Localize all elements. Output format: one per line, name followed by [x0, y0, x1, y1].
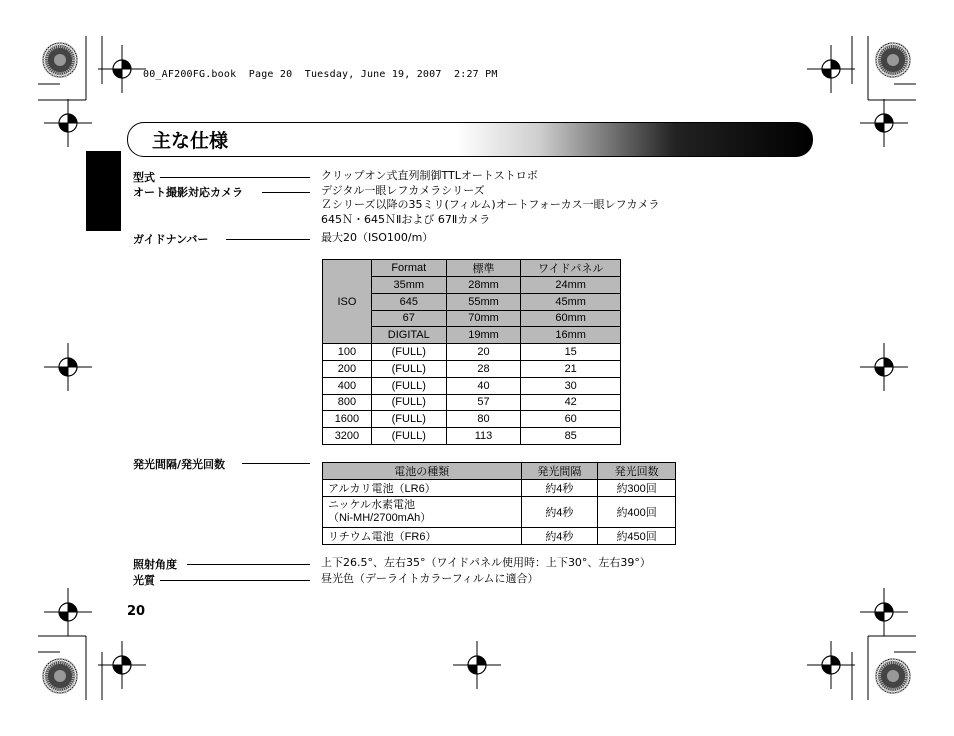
table-cell: 800 [323, 394, 372, 411]
table-cell [323, 497, 522, 528]
table-cell: アルカリ電池（LR6） [323, 480, 522, 497]
table-cell: 200 [323, 360, 372, 377]
spec-value-light: 昼光色（デーライトカラーフィルムに適合） [321, 572, 539, 585]
table-cell: DIGITAL [371, 327, 446, 344]
table-cell: 400 [323, 377, 372, 394]
spec-label-flash: 発光間隔/発光回数 [133, 458, 226, 471]
spec-label-guide: ガイドナンバー [133, 233, 209, 246]
spec-value-model: クリップオン式直列制御TTLオートストロボ [321, 169, 538, 182]
table-cell: 20 [446, 344, 521, 361]
spec-value-camera-3: 645Ｎ・645ＮⅡおよび 67Ⅱカメラ [321, 213, 491, 226]
table-row [323, 260, 621, 277]
table-header: ワイドパネル [521, 260, 621, 277]
table-row [323, 463, 676, 480]
guide-number-table [322, 259, 621, 445]
table-cell: 約400回 [598, 497, 676, 528]
table-cell: 57 [446, 394, 521, 411]
table-cell: 85 [521, 428, 621, 445]
table-header: 標準 [446, 260, 521, 277]
chapter-tab [86, 151, 121, 231]
table-cell: 約450回 [598, 528, 676, 545]
table-cell: (FULL) [371, 377, 446, 394]
table-cell: 35mm [371, 277, 446, 294]
table-cell: 113 [446, 428, 521, 445]
table-cell: 28 [446, 360, 521, 377]
table-cell: 40 [446, 377, 521, 394]
leader-line [160, 177, 310, 178]
table-cell: 60 [521, 411, 621, 428]
spec-label-angle: 照射角度 [133, 558, 177, 571]
spec-label-camera: オート撮影対応カメラ [133, 186, 243, 199]
page-number: 20 [127, 604, 146, 619]
table-header: 発光回数 [598, 463, 676, 480]
table-cell: 3200 [323, 428, 372, 445]
table-cell: 1600 [323, 411, 372, 428]
flash-count-table [322, 462, 676, 545]
table-cell: 15 [521, 344, 621, 361]
table-cell: (FULL) [371, 360, 446, 377]
table-cell: 24mm [521, 277, 621, 294]
table-row [323, 411, 621, 428]
iso-header: ISO [323, 260, 372, 344]
table-cell: リチウム電池（FR6） [323, 528, 522, 545]
table-cell: (FULL) [371, 411, 446, 428]
table-cell: 45mm [521, 293, 621, 310]
spec-value-camera-1: デジタル一眼レフカメラシリーズ [321, 184, 485, 197]
table-cell: 約300回 [598, 480, 676, 497]
table-cell: 約4秒 [521, 480, 598, 497]
spec-value-camera-2: Ｚシリーズ以降の35ミリ(フィルム)オートフォーカス一眼レフカメラ [321, 198, 660, 211]
table-cell: 60mm [521, 310, 621, 327]
table-row [323, 344, 621, 361]
table-cell: 19mm [446, 327, 521, 344]
table-row [323, 480, 676, 497]
leader-line [187, 564, 310, 565]
spec-value-angle: 上下26.5°、左右35°（ワイドパネル使用時：上下30°、左右39°） [321, 556, 651, 569]
table-row [323, 497, 676, 528]
table-row [323, 360, 621, 377]
table-header: Format [371, 260, 446, 277]
leader-line [226, 239, 310, 240]
table-cell: 55mm [446, 293, 521, 310]
table-cell: 16mm [521, 327, 621, 344]
table-header: 電池の種類 [323, 463, 522, 480]
table-cell: 80 [446, 411, 521, 428]
table-cell: 42 [521, 394, 621, 411]
spec-label-light: 光質 [133, 574, 155, 587]
leader-line [242, 463, 310, 464]
table-cell: (FULL) [371, 394, 446, 411]
section-title: 主な仕様 [152, 130, 229, 152]
table-cell: 約4秒 [521, 528, 598, 545]
table-header: 発光間隔 [521, 463, 598, 480]
table-cell: 28mm [446, 277, 521, 294]
table-cell: 645 [371, 293, 446, 310]
table-cell: 30 [521, 377, 621, 394]
spec-value-guide: 最大20（ISO100/m） [321, 231, 434, 244]
table-row [323, 528, 676, 545]
section-banner [127, 122, 813, 157]
spec-label-model: 型式 [133, 171, 155, 184]
leader-line [262, 192, 310, 193]
table-cell: (FULL) [371, 344, 446, 361]
table-row [323, 377, 621, 394]
table-cell: 約4秒 [521, 497, 598, 528]
table-cell: 100 [323, 344, 372, 361]
leader-line [160, 580, 310, 581]
table-cell: 70mm [446, 310, 521, 327]
cell-line: （Ni-MH/2700mAh） [328, 512, 432, 524]
table-row [323, 394, 621, 411]
table-row [323, 428, 621, 445]
table-cell: 21 [521, 360, 621, 377]
table-cell: 67 [371, 310, 446, 327]
table-cell: (FULL) [371, 428, 446, 445]
book-header-line: 00_AF200FG.book Page 20 Tuesday, June 19, 2007 2:27 PM [143, 69, 498, 80]
cell-line: ニッケル水素電池 [328, 499, 416, 511]
